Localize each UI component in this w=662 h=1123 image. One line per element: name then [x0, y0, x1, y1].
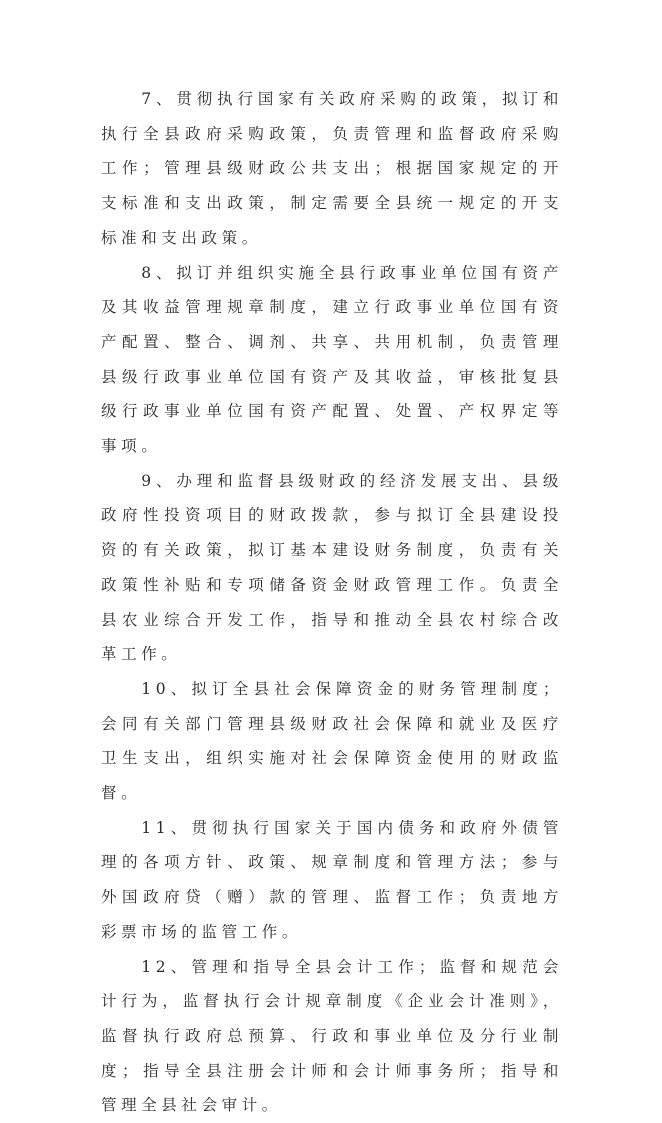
- paragraph-item-8: 8、拟订并组织实施全县行政事业单位国有资产及其收益管理规章制度，建立行政事业单位国有资产配置、整合、调剂、共享、共用机制，负责管理县级行政事业单位国有资产及其收益，审核批复县级行政事业单位国有资产配置、处置、产权界定等事项。: [101, 263, 563, 456]
- paragraph-item-9: 9、办理和监督县级财政的经济发展支出、县级政府性投资项目的财政拨款，参与拟订全县建设投资的有关政策，拟订基本建设财务制度，负责有关政策性补贴和专项储备资金财政管理工作。负责全县农业综合开发工作，指导和推动全县农村综合改革工作。: [101, 471, 563, 664]
- paragraph-item-12: 12、管理和指导全县会计工作；监督和规范会计行为，监督执行会计规章制度《企业会计准则》，监督执行政府总预算、行政和事业单位及分行业制度；指导全县注册会计师和会计师事务所；指导和管理全县社会审计。: [101, 957, 563, 1115]
- document-page: [101, 82, 563, 1123]
- paragraph-item-11: 11、贯彻执行国家关于国内债务和政府外债管理的各项方针、政策、规章制度和管理方法；参与外国政府贷（赠）款的管理、监督工作；负责地方彩票市场的监管工作。: [101, 818, 563, 941]
- paragraph-item-10: 10、拟订全县社会保障资金的财务管理制度；会同有关部门管理县级财政社会保障和就业及医疗卫生支出，组织实施对社会保障资金使用的财政监督。: [101, 679, 563, 803]
- paragraph-item-7: 7、贯彻执行国家有关政府采购的政策，拟订和执行全县政府采购政策，负责管理和监督政府采购工作；管理县级财政公共支出；根据国家规定的开支标准和支出政策，制定需要全县统一规定的开支标准和支出政策。: [101, 90, 563, 247]
